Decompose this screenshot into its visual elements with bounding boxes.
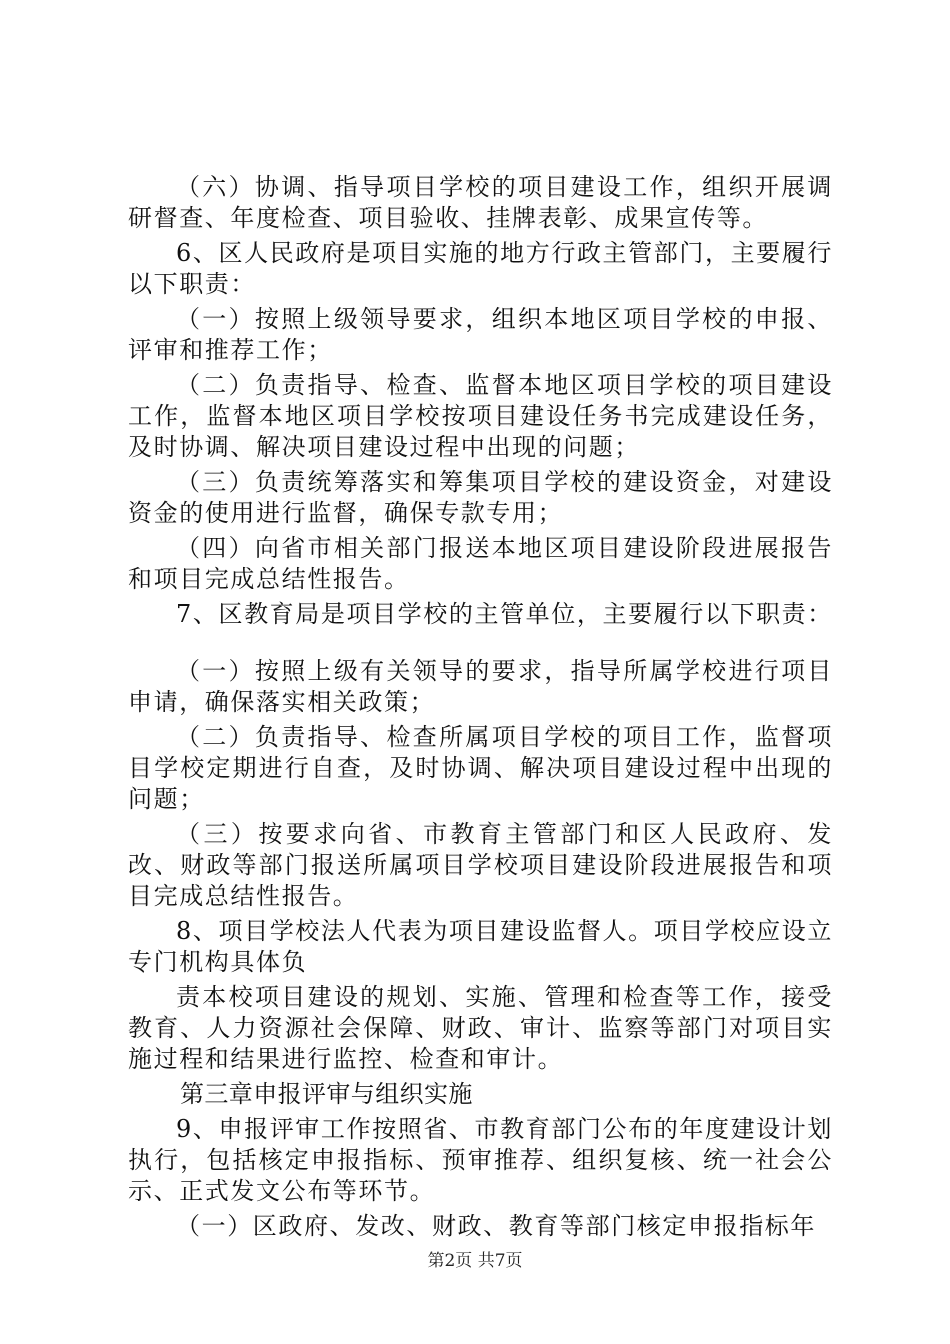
paragraph-quota-verification: （一）区政府、发改、财政、教育等部门核定申报指标年: [176, 1212, 816, 1240]
document-body: [128, 172, 833, 1246]
paragraph-school-responsibility: 责本校项目建设的规划、实施、管理和检查等工作，接受教育、人力资源社会保障、财政、审计、监察等部门对项目实施过程和结果进行监控、检查和审计。: [128, 983, 833, 1073]
page-number-footer: 第2页 共7页: [427, 1251, 523, 1271]
paragraph-education-bureau: 7、区教育局是项目学校的主管单位，主要履行以下职责：: [176, 600, 833, 628]
paragraph-gap: [128, 634, 833, 656]
paragraph-coordinate-guide: （六）协调、指导项目学校的项目建设工作，组织开展调研督查、年度检查、项目验收、挂牌表彰、成果宣传等。: [128, 173, 833, 232]
paragraph-gov-duty-4: （四）向省市相关部门报送本地区项目建设阶段进展报告和项目完成总结性报告。: [128, 534, 833, 593]
paragraph-gov-duty-1: （一）按照上级领导要求，组织本地区项目学校的申报、评审和推荐工作；: [128, 305, 833, 364]
paragraph-legal-representative: 8、项目学校法人代表为项目建设监督人。项目学校应设立专门机构具体负: [128, 917, 833, 976]
chapter-heading: 第三章申报评审与组织实施: [180, 1080, 473, 1108]
paragraph-bureau-duty-2: （二）负责指导、检查所属项目学校的项目工作，监督项目学校定期进行自查，及时协调、解决项目建设过程中出现的问题；: [128, 723, 833, 813]
paragraph-bureau-duty-3: （三）按要求向省、市教育主管部门和区人民政府、发改、财政等部门报送所属项目学校项目建设阶段进展报告和项目完成总结性报告。: [128, 820, 833, 910]
paragraph-gov-duty-3: （三）负责统筹落实和筹集项目学校的建设资金，对建设资金的使用进行监督，确保专款专用；: [128, 468, 833, 527]
paragraph-gov-duty-2: （二）负责指导、检查、监督本地区项目学校的项目建设工作，监督本地区项目学校按项目建设任务书完成建设任务，及时协调、解决项目建设过程中出现的问题；: [128, 371, 833, 461]
paragraph-district-government: 6、区人民政府是项目实施的地方行政主管部门，主要履行以下职责：: [128, 239, 833, 298]
paragraph-review-process: 9、申报评审工作按照省、市教育部门公布的年度建设计划执行，包括核定申报指标、预审推荐、组织复核、统一社会公示、正式发文公布等环节。: [128, 1115, 833, 1205]
paragraph-bureau-duty-1: （一）按照上级有关领导的要求，指导所属学校进行项目申请，确保落实相关政策；: [128, 657, 833, 716]
